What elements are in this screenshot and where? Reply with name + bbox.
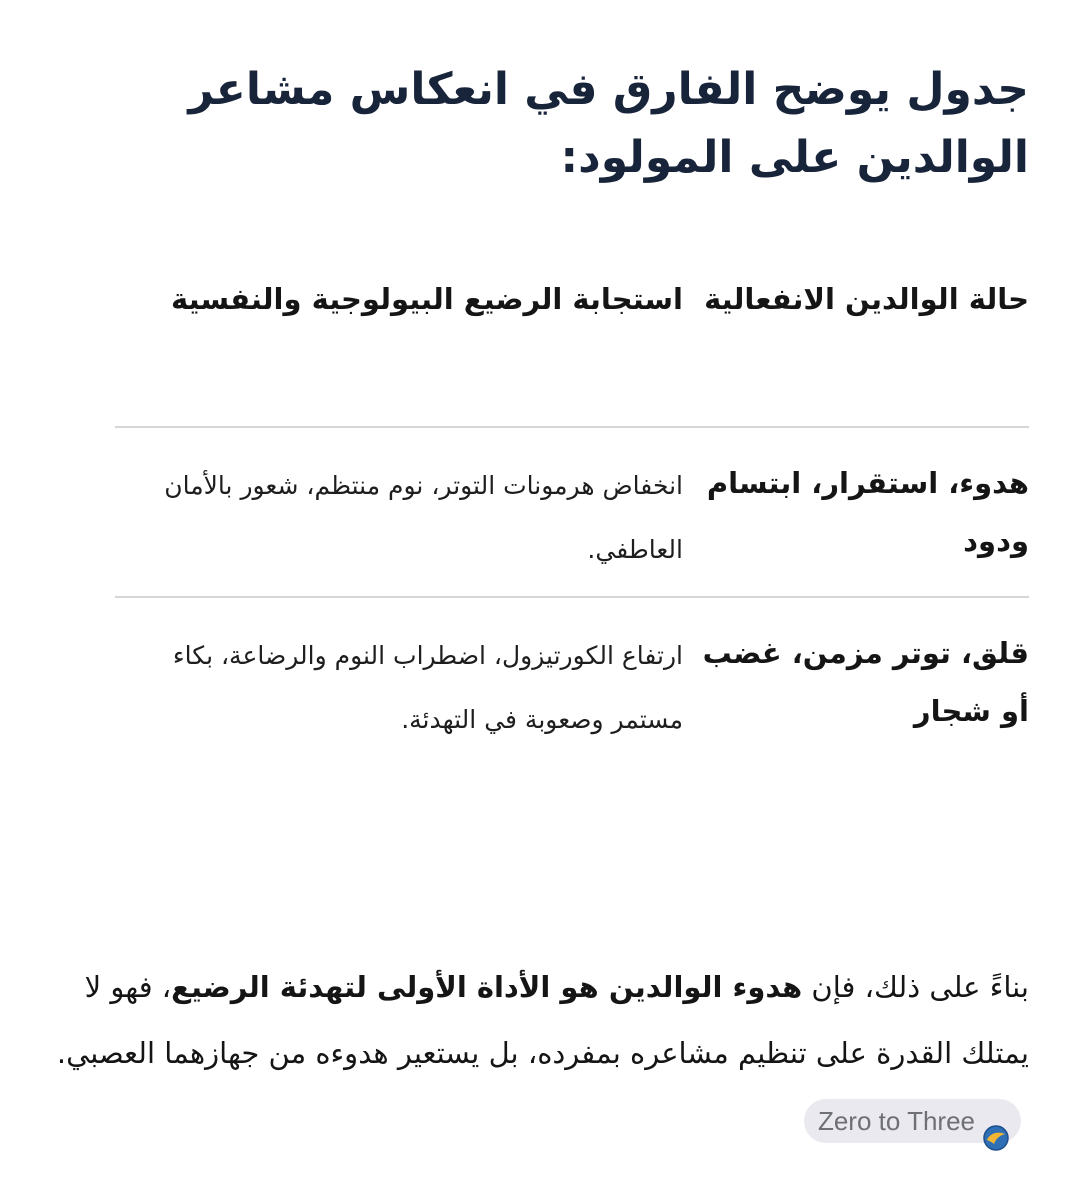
table-cell-state: قلق، توتر مزمن، غضب أو شجار (702, 636, 1029, 728)
section-heading: جدول يوضح الفارق في انعكاس مشاعر الوالدين على المولود: (188, 64, 1029, 183)
source-label: Zero to Three (817, 1106, 975, 1136)
table-cell-state: هدوء، استقرار، ابتسام ودود (706, 466, 1029, 558)
conclusion-intro: بناءً على ذلك، فإن (802, 970, 1029, 1004)
table-row (115, 598, 1029, 848)
table-cell-response: ارتفاع الكورتيزول، اضطراب النوم والرضاعة، بكاء مستمر وصعوبة في التهدئة. (172, 641, 683, 734)
table-row (115, 428, 1029, 598)
zero-to-three-logo-icon (983, 1108, 1009, 1134)
comparison-table (115, 270, 1029, 848)
conclusion-paragraph (44, 954, 1029, 1152)
table-header-state: حالة الوالدين الانفعالية (704, 282, 1029, 316)
conclusion-rest: ، فهو لا يمتلك القدرة على تنظيم مشاعره بمفرده، بل يستعير هدوءه من جهازهما العصبي. (56, 970, 1029, 1070)
conclusion-bold: هدوء الوالدين هو الأداة الأولى لتهدئة الرضيع (171, 970, 803, 1004)
table-header-row (115, 270, 1029, 428)
table-header-response: استجابة الرضيع البيولوجية والنفسية (171, 282, 683, 316)
source-citation-chip[interactable] (804, 1099, 1021, 1143)
table-cell-response: انخفاض هرمونات التوتر، نوم منتظم، شعور بالأمان العاطفي. (164, 471, 683, 564)
